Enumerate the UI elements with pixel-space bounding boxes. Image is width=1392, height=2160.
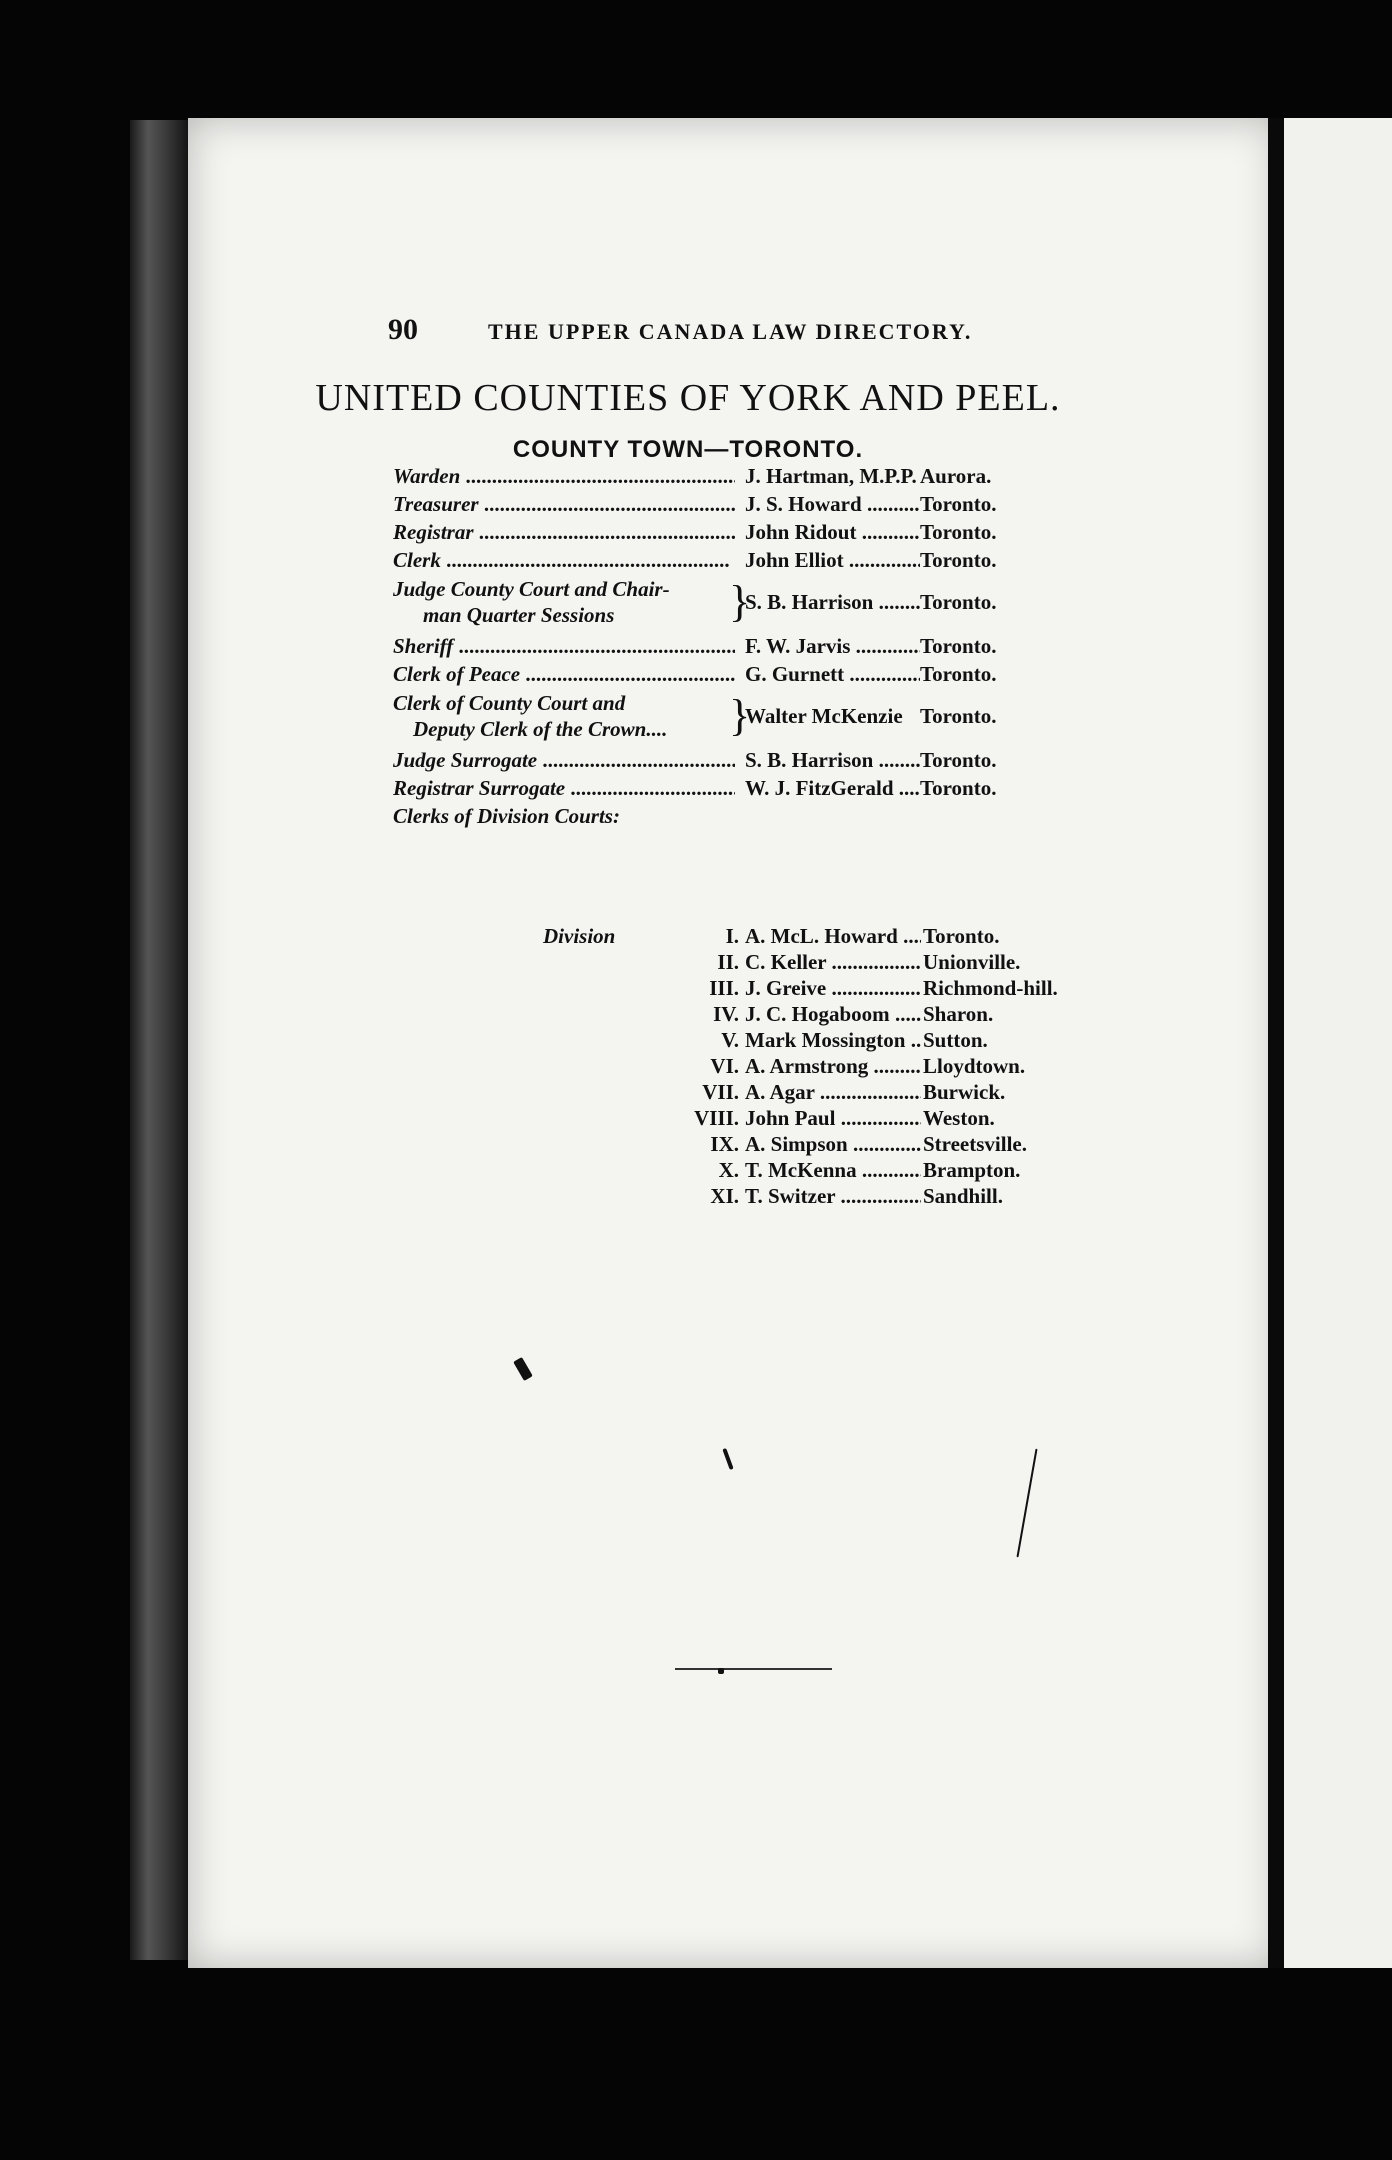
officers-list [393,464,1193,832]
division-label: Division [543,924,616,948]
office-title: Registrar Surrogate ..... [393,776,735,801]
office-title-line-2: Deputy Clerk of the Crown.... [413,717,668,741]
division-numeral: VII. [702,1080,739,1104]
office-title: Clerk of Peace ..... [393,662,735,687]
division-row [393,1028,1193,1054]
officer-place: Toronto. [920,590,997,614]
officer-place: Toronto. [920,776,997,800]
clerk-place: Sutton. [923,1028,988,1052]
officer-place: Toronto. [920,662,997,686]
clerk-place: Richmond-hill. [923,976,1058,1000]
division-courts-heading: Clerks of Division Courts: [393,804,620,828]
division-row [393,1132,1193,1158]
officer-name: John Ridout ..... [745,520,920,545]
officer-name: John Elliot ..... [745,548,920,573]
clerk-name: C. Keller ..... [745,950,921,975]
division-courts-heading-row [393,804,1193,832]
office-title: Judge Surrogate ..... [393,748,735,773]
division-numeral: X. [718,1158,739,1182]
officer-place: Toronto. [920,634,997,658]
scan-speck [718,1668,724,1674]
office-title-line-2: man Quarter Sessions [423,603,615,627]
clerk-place: Brampton. [923,1158,1021,1182]
clerk-place: Sandhill. [923,1184,1003,1208]
officer-place: Aurora. [920,464,992,488]
officer-name: W. J. FitzGerald ..... [745,776,920,801]
division-row [393,1054,1193,1080]
officer-row [393,576,1193,634]
division-row [393,1080,1193,1106]
clerk-name: A. Simpson ..... [745,1132,921,1157]
clerk-name: T. Switzer ..... [745,1184,921,1209]
office-title-line-1: Judge County Court and Chair- [393,577,670,601]
gutter-shadow [1268,118,1284,1968]
division-row [393,976,1193,1002]
officer-row [393,776,1193,804]
officer-name: F. W. Jarvis ..... [745,634,920,659]
office-title: Registrar ..... [393,520,735,545]
clerk-place: Weston. [923,1106,995,1130]
page-header [388,313,1148,347]
clerk-name: J. C. Hogaboom ..... [745,1002,921,1027]
scan-speck [722,1448,733,1470]
division-numeral: VI. [710,1054,739,1078]
facing-page-edge [1284,118,1392,1968]
officer-row [393,662,1193,690]
clerk-place: Unionville. [923,950,1021,974]
division-numeral: VIII. [694,1106,739,1130]
division-row [393,1002,1193,1028]
officer-row [393,748,1193,776]
officer-row [393,520,1193,548]
section-title: UNITED COUNTIES OF YORK AND PEEL. [315,377,1061,419]
officer-row [393,690,1193,748]
division-row [393,1184,1193,1210]
brace-icon: } [729,577,751,626]
division-numeral: V. [721,1028,739,1052]
office-title [393,690,723,742]
office-title-line-1: Clerk of County Court and [393,691,626,715]
officer-name: S. B. Harrison ..... [745,748,920,773]
clerk-name: John Paul ..... [745,1106,921,1131]
running-head: THE UPPER CANADA LAW DIRECTORY. [488,319,973,344]
office-title: Warden ..... [393,464,735,489]
officer-row [393,634,1193,662]
section-subtitle: COUNTY TOWN—TORONTO. [512,436,864,463]
clerk-place: Lloydtown. [923,1054,1026,1078]
section-rule [675,1668,832,1670]
division-courts-list [393,924,1193,1210]
officer-name: J. S. Howard ..... [745,492,920,517]
officer-place: Toronto. [920,492,997,516]
scan-speck [513,1357,533,1381]
division-row [393,1106,1193,1132]
division-row [393,1158,1193,1184]
clerk-name: A. McL. Howard ..... [745,924,921,949]
officer-place: Toronto. [920,748,997,772]
officer-place: Toronto. [920,548,997,572]
officer-name: G. Gurnett ..... [745,662,920,687]
division-row [393,950,1193,976]
division-numeral: XI. [710,1184,739,1208]
officer-name: S. B. Harrison ..... [745,590,920,615]
division-numeral: II. [717,950,739,974]
clerk-name: Mark Mossington ..... [745,1028,921,1053]
clerk-name: T. McKenna ..... [745,1158,921,1183]
officer-name: J. Hartman, M.P.P. ..... [745,464,920,489]
brace-icon: } [729,691,751,740]
page-number: 90 [388,313,418,346]
office-title: Sheriff ..... [393,634,735,659]
scanned-page [188,118,1278,1968]
officer-place: Toronto. [920,520,997,544]
clerk-name: J. Greive ..... [745,976,921,1001]
clerk-name: A. Armstrong ..... [745,1054,921,1079]
officer-row [393,492,1193,520]
office-title: Treasurer ..... [393,492,735,517]
scan-speck [1016,1449,1037,1558]
clerk-place: Sharon. [923,1002,994,1026]
clerk-place: Toronto. [923,924,1000,948]
division-numeral: III. [709,976,739,1000]
book-spine-edge [130,120,190,1960]
clerk-place: Burwick. [923,1080,1006,1104]
officer-place: Toronto. [920,704,997,728]
office-title: Clerk ..... [393,548,735,573]
division-row [393,924,1193,950]
clerk-place: Streetsville. [923,1132,1027,1156]
office-title [393,576,723,628]
clerk-name: A. Agar ..... [745,1080,921,1105]
division-numeral: IV. [713,1002,739,1026]
officer-row [393,464,1193,492]
officer-name: Walter McKenzie [745,704,903,728]
officer-row [393,548,1193,576]
division-numeral: I. [725,924,739,948]
division-numeral: IX. [710,1132,739,1156]
